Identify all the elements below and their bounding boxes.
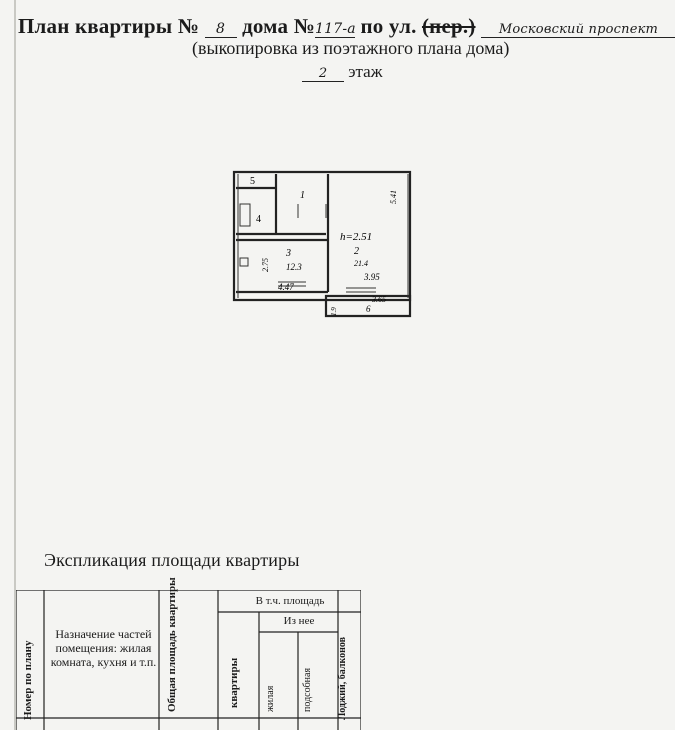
header-incl-area: В т.ч. площадь <box>255 595 325 607</box>
house-label: дома № <box>242 14 315 38</box>
outer-wall <box>234 172 410 300</box>
window-room2 <box>346 288 376 292</box>
street-prefix: по <box>360 14 384 38</box>
floor-number: 2 <box>302 66 344 82</box>
header-apartment: квартиры <box>228 657 240 708</box>
plan-room-label: 4 <box>256 214 261 225</box>
plan-dimension: h=2.51 <box>340 231 373 243</box>
plan-room-label: 1 <box>300 190 305 201</box>
plan-dimension: 1.9 <box>330 307 338 316</box>
street-name: Московский проспект <box>481 22 675 38</box>
plan-subtitle: (выкопировка из поэтажного плана дома) <box>192 38 510 58</box>
header-of-them: Из нее <box>283 615 315 627</box>
header-total-area: Общая площадь квартиры <box>166 577 178 712</box>
header-purpose: Назначение частей помещения: жилая комната, кухня и т.п. <box>50 627 157 669</box>
plan-dimension: 21.4 <box>354 259 368 268</box>
plan-dimension: 5.41 <box>389 190 398 204</box>
plan-room-label: 3 <box>286 248 291 259</box>
floor-label: этаж <box>348 62 383 81</box>
apartment-number: 8 <box>205 21 237 38</box>
plan-room-label: 5 <box>250 176 255 187</box>
explication-title: Экспликация площади квартиры <box>44 550 300 570</box>
door-marks <box>298 204 326 218</box>
header-loggia: Лоджий, балконов <box>337 637 348 720</box>
plan-dimension: 12.3 <box>286 262 302 272</box>
plan-room-label: 2 <box>354 246 359 257</box>
plan-dimension: 4.47 <box>278 282 294 292</box>
plan-room-label: 6 <box>366 304 371 314</box>
plan-dimension: 3.95 <box>364 272 380 282</box>
title-prefix: План квартиры № <box>18 14 200 38</box>
plan-dimension: 3.65 <box>372 295 386 304</box>
street-type: ул. <box>388 14 417 38</box>
street-alt: (пер.) <box>421 14 476 38</box>
bath-fixture <box>240 204 250 226</box>
header-auxiliary: подсобная <box>302 667 313 712</box>
stove-fixture <box>240 258 248 266</box>
floor-line <box>302 62 382 82</box>
floor-plan <box>226 164 416 324</box>
header-plan-no: Номер по плану <box>22 640 34 720</box>
header-living: жилая <box>265 685 276 712</box>
plan-dimension: 2.75 <box>261 258 270 272</box>
house-number: 117-а <box>315 21 356 37</box>
plan-title <box>18 14 663 39</box>
